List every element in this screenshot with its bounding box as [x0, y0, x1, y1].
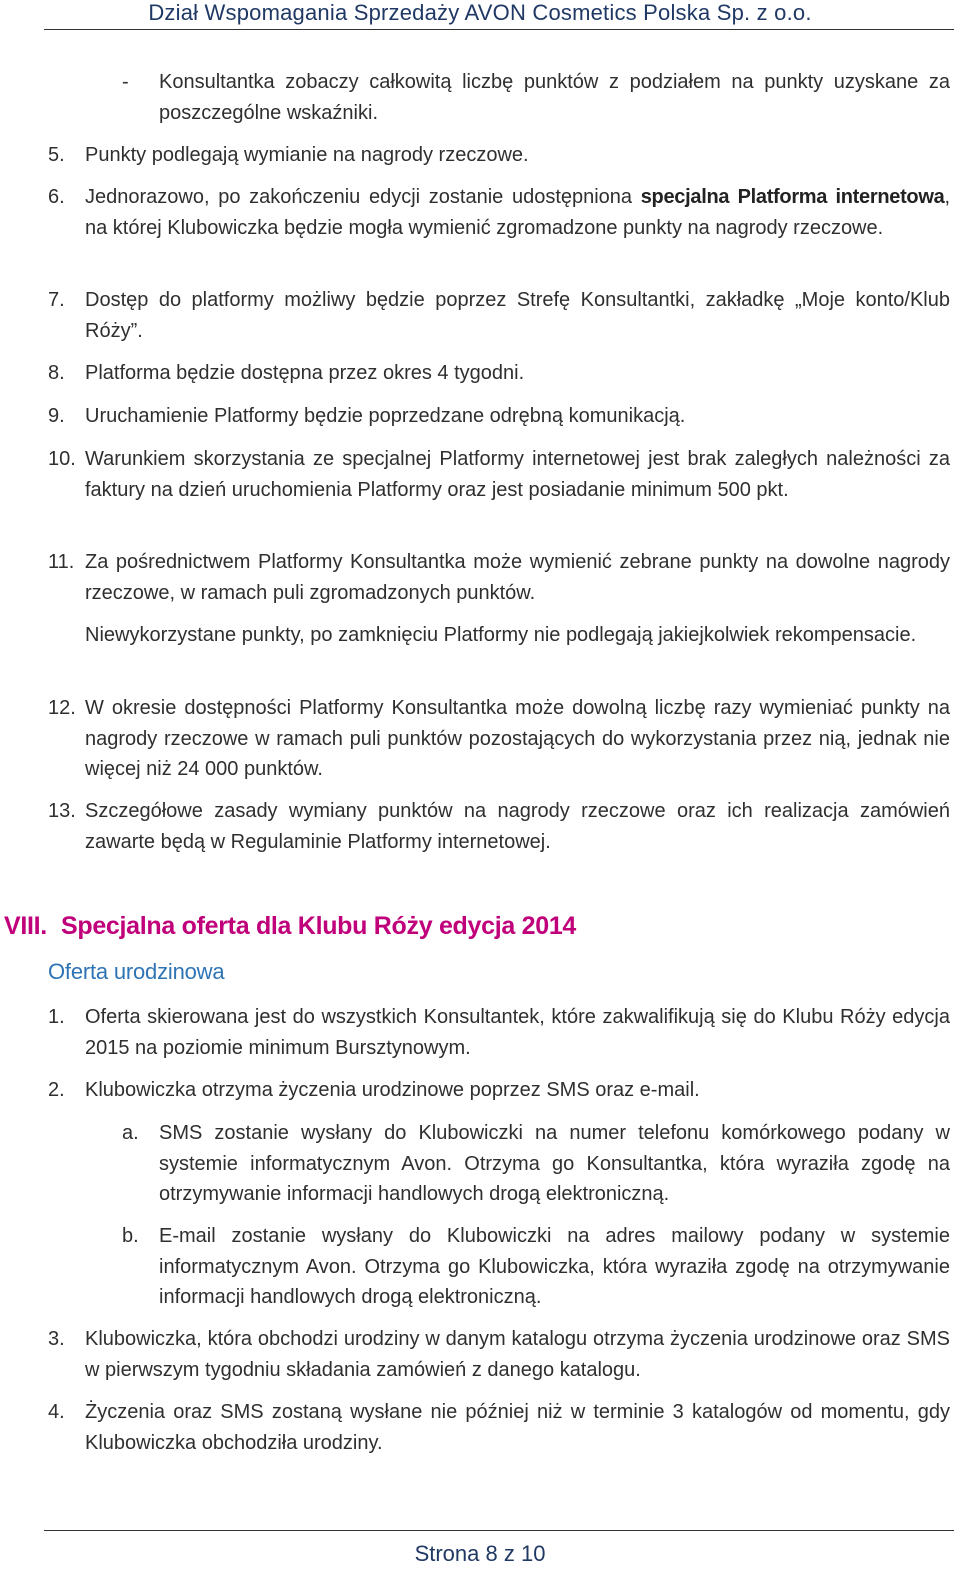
- header-title: Dział Wspomagania Sprzedaży AVON Cosmetics Polska Sp. z o.o.: [148, 0, 812, 25]
- page-header: [0, 0, 960, 30]
- subsection-heading: Oferta urodzinowa: [48, 959, 225, 984]
- list-item-text: Za pośrednictwem Platformy Konsultantka może wymienić zebrane punkty na dowolne nagrody rzeczowe, w ramach puli zgromadzonych punktów.: [85, 551, 950, 604]
- list-marker: -: [122, 71, 129, 93]
- list-marker: 11.: [48, 551, 75, 573]
- item-text-part: , na której Klubowiczka będzie mogła wymienić zgromadzone punkty na nagrody rzeczowe.: [85, 186, 950, 239]
- list-item-text: Klubowiczka otrzyma życzenia urodzinowe poprzez SMS oraz e-mail.: [85, 1079, 700, 1101]
- list-item-text: Szczegółowe zasady wymiany punktów na nagrody rzeczowe oraz ich realizacja zamówień zawarte będą w Regulaminie Platformy internetowej.: [85, 800, 950, 853]
- list-item-text: W okresie dostępności Platformy Konsultantka może dowolną liczbę razy wymieniać punkty na nagrody rzeczowe w ramach puli punktów pozostających do wykorzystania przez nią, jednak nie więcej niż 24 000 punktów.: [85, 697, 950, 780]
- list-item-text: Konsultantka zobaczy całkowitą liczbę punktów z podziałem na punkty uzyskane za poszczególne wskaźniki.: [159, 71, 950, 124]
- list-item-text: Klubowiczka, która obchodzi urodziny w danym katalogu otrzyma życzenia urodzinowe oraz SMS w pierwszym tygodniu składania zamówień z danego katalogu.: [85, 1328, 950, 1381]
- page-number: Strona 8 z 10: [414, 1541, 546, 1566]
- list-marker: b.: [122, 1225, 139, 1247]
- list-marker: 6.: [48, 186, 65, 208]
- header-divider: [44, 29, 954, 30]
- footer-divider: [44, 1530, 954, 1531]
- list-item-text: Oferta skierowana jest do wszystkich Konsultantek, które zakwalifikują się do Klubu Róży edycja 2015 na poziomie minimum Bursztynowym.: [85, 1006, 950, 1059]
- list-item-text: Życzenia oraz SMS zostaną wysłane nie później niż w terminie 3 katalogów od momentu, gdy Klubowiczka obchodziła urodziny.: [85, 1401, 950, 1454]
- list-item-text: [85, 182, 950, 243]
- list-item-text: SMS zostanie wysłany do Klubowiczki na numer telefonu komórkowego podany w systemie informatycznym Avon. Otrzyma go Konsultantka, która wyraziła zgodę na otrzymywanie informacji handlowych drogą elektroniczną.: [159, 1122, 950, 1205]
- list-marker: 13.: [48, 800, 76, 822]
- list-marker: 1.: [48, 1006, 65, 1028]
- list-item-text: Uruchamienie Platformy będzie poprzedzane odrębną komunikacją.: [85, 405, 686, 427]
- list-item-text: Punkty podlegają wymianie na nagrody rzeczowe.: [85, 144, 529, 166]
- list-marker: 10.: [48, 448, 76, 470]
- list-item-text: Dostęp do platformy możliwy będzie poprzez Strefę Konsultantki, zakładkę „Moje konto/Klub Róży”.: [85, 289, 950, 342]
- section-heading: [4, 912, 576, 941]
- list-marker: 5.: [48, 144, 65, 166]
- list-marker: 4.: [48, 1401, 65, 1423]
- list-marker: 9.: [48, 405, 65, 427]
- list-marker: 2.: [48, 1079, 65, 1101]
- list-marker: 12.: [48, 697, 76, 719]
- list-marker: 7.: [48, 289, 65, 311]
- list-item-text: E-mail zostanie wysłany do Klubowiczki na adres mailowy podany w systemie informatycznym Avon. Otrzyma go Klubowiczka, która wyraziła zgodę na otrzymywanie informacji handlowych drogą elektroniczną.: [159, 1225, 950, 1308]
- list-marker: 8.: [48, 362, 65, 384]
- emphasized-text: specjalna Platforma internetowa: [640, 186, 945, 208]
- item-text-part: Jednorazowo, po zakończeniu edycji zostanie udostępniona: [85, 186, 641, 208]
- section-number: VIII.: [4, 912, 47, 940]
- paragraph: Niewykorzystane punkty, po zamknięciu Platformy nie podlegają jakiejkolwiek rekompensacie.: [85, 624, 917, 646]
- list-item-text: Warunkiem skorzystania ze specjalnej Platformy internetowej jest brak zaległych należności za faktury na dzień uruchomienia Platformy oraz jest posiadanie minimum 500 pkt.: [85, 448, 950, 501]
- section-title: Specjalna oferta dla Klubu Róży edycja 2014: [60, 912, 577, 940]
- list-marker: 3.: [48, 1328, 65, 1350]
- list-marker: a.: [122, 1122, 139, 1144]
- list-item-text: Platforma będzie dostępna przez okres 4 tygodni.: [85, 362, 525, 384]
